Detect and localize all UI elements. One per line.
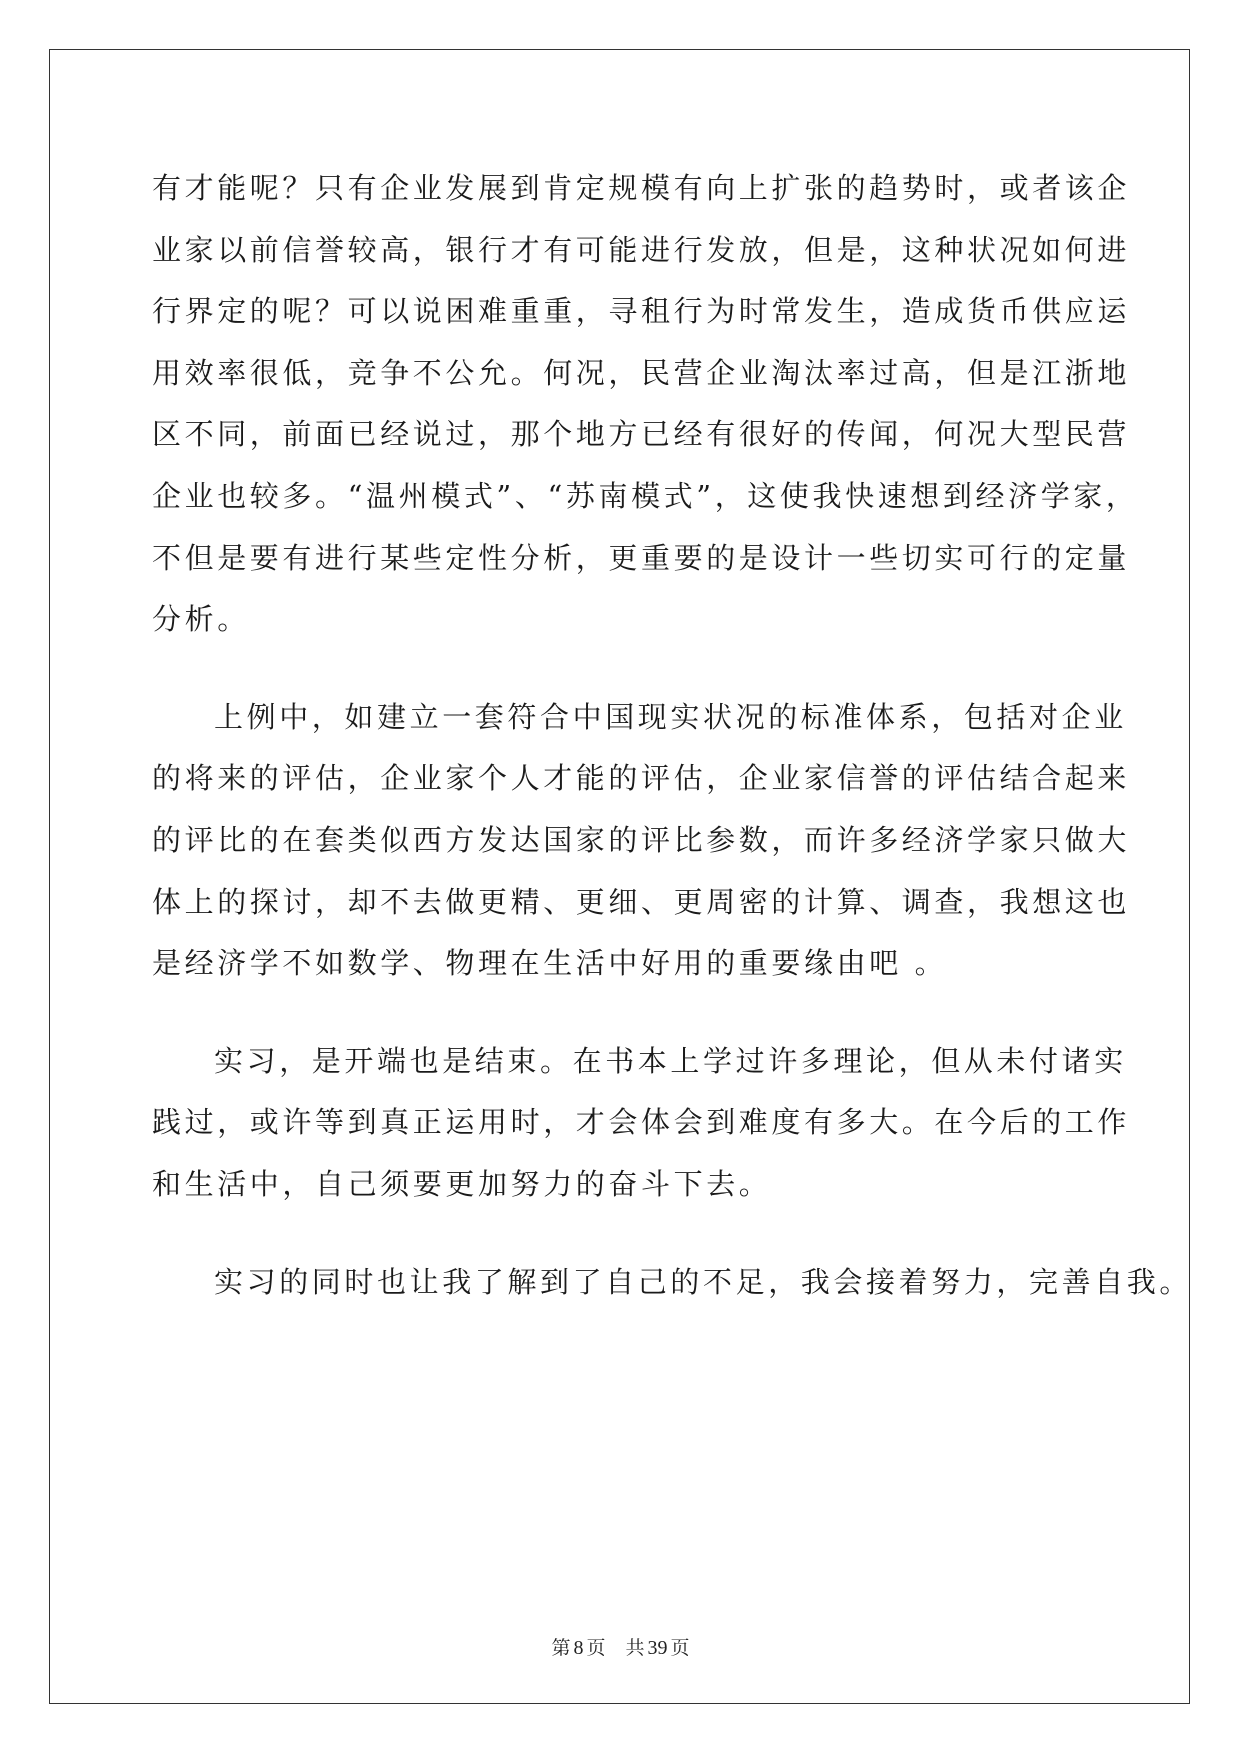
text-line: 践过，或许等到真正运用时，才会体会到难度有多大。在今后的工作: [152, 1105, 1131, 1140]
total-suffix: 页: [670, 1637, 690, 1659]
text-line: 实习，是开端也是结束。在书本上学过许多理论，但从未付诸实: [214, 1043, 1127, 1078]
paragraph-spacer: [152, 1216, 1092, 1252]
paragraph-spacer: [152, 651, 1092, 687]
paragraph-spacer: [152, 995, 1092, 1031]
text-line: 体上的探讨，却不去做更精、更细、更周密的计算、调查，我想这也: [152, 884, 1131, 919]
page-footer: [0, 1636, 1241, 1660]
total-prefix: 共: [625, 1637, 645, 1659]
paragraph-3: [152, 1031, 1131, 1216]
text-line: 分析。: [152, 602, 250, 637]
text-line: 区不同，前面已经说过，那个地方已经有很好的传闻，何况大型民营: [152, 417, 1131, 452]
page-number: 8: [573, 1637, 584, 1659]
text-line: 的将来的评估，企业家个人才能的评估，企业家信誉的评估结合起来: [152, 761, 1131, 796]
page-suffix: 页: [586, 1637, 606, 1659]
text-line: 不但是要有进行某些定性分析，更重要的是设计一些切实可行的定量: [152, 540, 1131, 575]
page-prefix: 第: [551, 1637, 571, 1659]
text-line: 业家以前信誉较高，银行才有可能进行发放，但是，这种状况如何进: [152, 232, 1131, 267]
total-pages: 39: [647, 1637, 668, 1659]
text-line: 和生活中，自己须要更加努力的奋斗下去。: [152, 1166, 772, 1201]
document-body: [152, 158, 1193, 1313]
text-line: 有才能呢？只有企业发展到肯定规模有向上扩张的趋势时，或者该企: [152, 171, 1131, 205]
text-line: 是经济学不如数学、物理在生活中好用的重要缘由吧 。: [152, 946, 948, 981]
text-line: 上例中，如建立一套符合中国现实状况的标准体系，包括对企业: [214, 699, 1127, 734]
text-line: 实习的同时也让我了解到了自己的不足，我会接着努力，完善自我。: [214, 1264, 1193, 1299]
text-line: 企业也较多。“温州模式”、“苏南模式”，这使我快速想到经济学家，: [152, 478, 1139, 513]
text-line: 用效率很低，竞争不公允。何况，民营企业淘汰率过高，但是江浙地: [152, 355, 1131, 390]
paragraph-4: [152, 1252, 1193, 1314]
paragraph-2: [152, 687, 1131, 995]
text-line: 的评比的在套类似西方发达国家的评比参数，而许多经济学家只做大: [152, 822, 1131, 857]
text-line: 行界定的呢？可以说困难重重，寻租行为时常发生，造成货币供应运: [152, 294, 1131, 329]
paragraph-1: [152, 158, 1139, 651]
